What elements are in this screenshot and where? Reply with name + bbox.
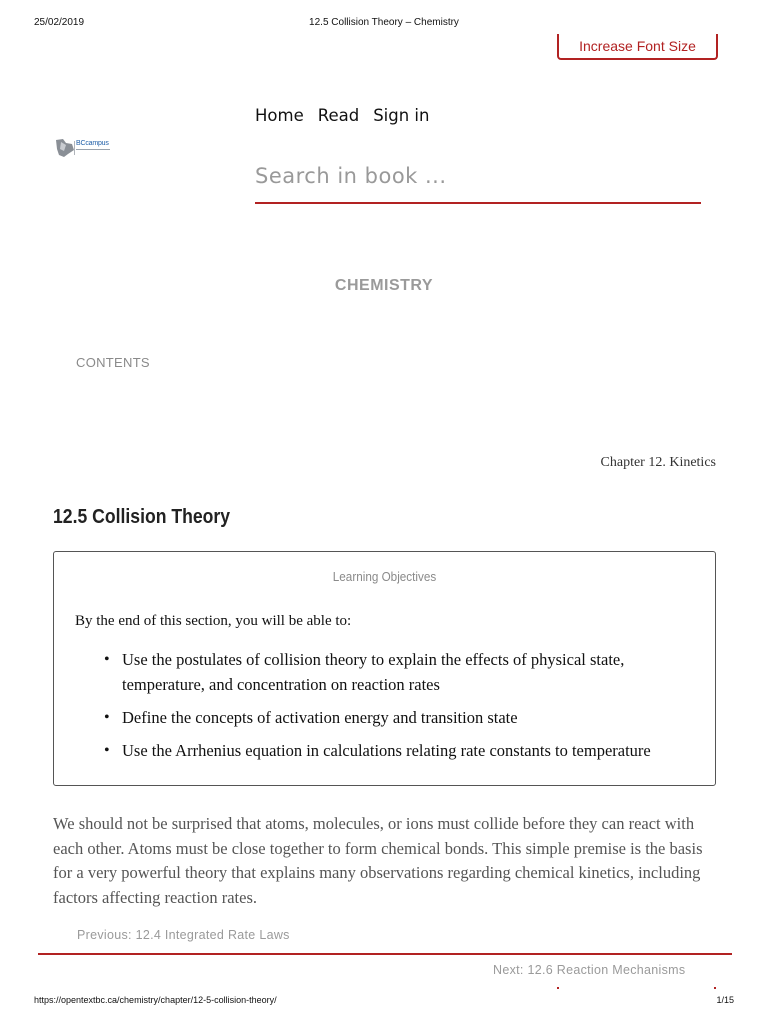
- print-date: 25/02/2019: [34, 17, 85, 28]
- chapter-breadcrumb: Chapter 12. Kinetics: [600, 455, 716, 470]
- next-page-link[interactable]: Next: 12.6 Reaction Mechanisms: [493, 963, 686, 977]
- pagination-divider: [38, 953, 732, 955]
- print-page-title: 12.5 Collision Theory – Chemistry: [309, 17, 459, 28]
- contents-toggle[interactable]: CONTENTS: [76, 355, 150, 370]
- learning-objectives-title: Learning Objectives: [332, 569, 437, 584]
- list-item: • Use the Arrhenius equation in calculations relating rate constants to temperature: [122, 738, 695, 763]
- search-input[interactable]: [255, 150, 701, 204]
- list-item: • Define the concepts of activation energy and transition state: [122, 705, 695, 730]
- logo-tagline-line: [76, 149, 110, 150]
- bccampus-logo[interactable]: [54, 137, 114, 159]
- learning-objectives-box: [53, 551, 716, 786]
- nav-home-link[interactable]: Home: [255, 106, 304, 125]
- previous-page-link[interactable]: Previous: 12.4 Integrated Rate Laws: [77, 928, 290, 942]
- book-title[interactable]: CHEMISTRY: [334, 277, 434, 294]
- print-page-number: 1/15: [716, 995, 734, 1005]
- logo-text: BCcampus: [76, 140, 109, 147]
- increase-font-size-button[interactable]: Increase Font Size: [557, 34, 718, 60]
- learning-objectives-intro: By the end of this section, you will be able to:: [75, 613, 352, 629]
- nav-read-link[interactable]: Read: [317, 106, 360, 125]
- body-paragraph: We should not be surprised that atoms, molecules, or ions must collide before they can react with each other. Atoms must be close together to form chemical bonds. This simple premise is the basis for a very powerful theory that explains many observations regarding chemical kinetics, including factors affecting reaction rates.: [53, 814, 703, 907]
- list-item: • Use the postulates of collision theory to explain the effects of physical state, temperature, and concentration on reaction rates: [122, 647, 695, 697]
- main-nav: [255, 106, 429, 125]
- next-link-underline-fragment: [557, 987, 717, 989]
- page-title: 12.5 Collision Theory: [53, 506, 231, 528]
- nav-sign-in-link[interactable]: Sign in: [373, 106, 430, 125]
- learning-objectives-list: [75, 647, 695, 771]
- print-url: https://opentextbc.ca/chemistry/chapter/12-5-collision-theory/: [34, 995, 277, 1005]
